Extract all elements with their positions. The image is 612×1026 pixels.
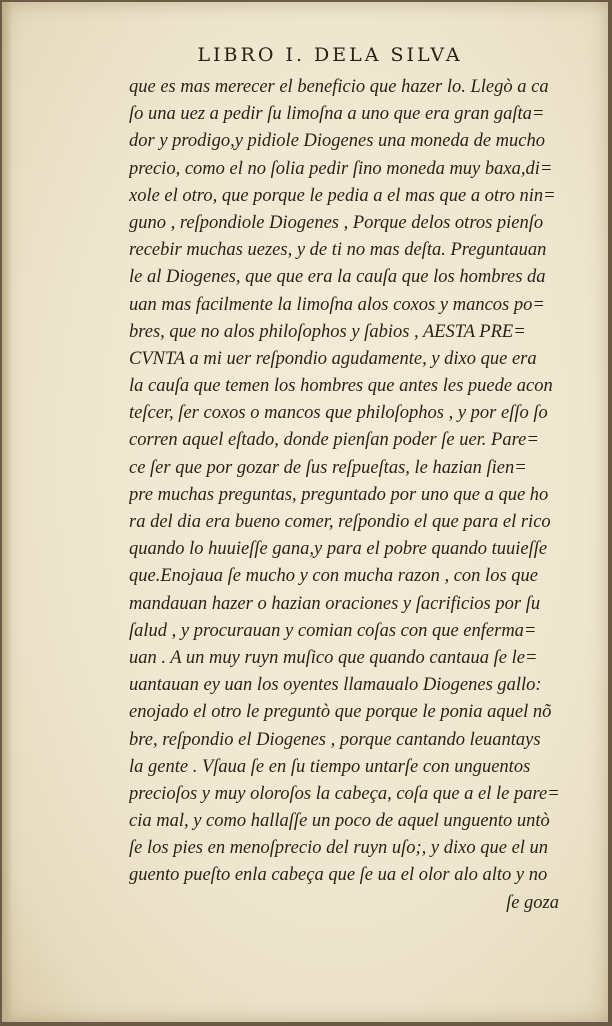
- text-line: que.Enojaua ſe mucho y con mucha razon , con los que: [129, 566, 538, 587]
- text-line: ce ſer que por gozar de ſus reſpueſtas, le hazian ſien=: [129, 457, 527, 478]
- text-line: teſcer, ſer coxos o mancos que philoſophos , y por eſſo ſo: [129, 403, 548, 424]
- text-line: xole el otro, que porque le pedia a el mas que a otro nin=: [129, 185, 556, 206]
- text-line: bre, reſpondio el Diogenes , porque cantando leuantays: [129, 729, 541, 750]
- text-line: ſe los pies en menoſprecio del ruyn uſo;, y dixo que el un: [129, 838, 549, 859]
- text-line: dor y prodigo,y pidiole Diogenes una moneda de mucho: [129, 131, 546, 152]
- text-line: precio, como el no ſolia pedir ſino moneda muy baxa,di=: [129, 158, 553, 179]
- text-line: enojado el otro le preguntò que porque le ponia aquel nõ: [129, 702, 552, 723]
- catchword: ſe goza: [506, 892, 559, 913]
- text-line: ra del dia era bueno comer, reſpondio el que para el rico: [129, 512, 551, 532]
- text-line: CVNTA a mi uer reſpondio agudamente, y dixo que era: [129, 348, 537, 369]
- text-block: [129, 74, 599, 917]
- text-line: uan . A un muy ruyn muſico que quando cantaua ſe le=: [129, 647, 538, 668]
- text-line: guento pueſto enla cabeça que ſe ua el olor alo alto y no: [129, 865, 548, 886]
- text-line: le al Diogenes, que que era la cauſa que los hombres da: [129, 267, 546, 288]
- running-head: LIBRO I. DELA SILVA: [197, 44, 463, 66]
- text-line: uan mas facilmente la limoſna alos coxos y mancos po=: [129, 294, 545, 315]
- text-line: quando lo huuieſſe gana,y para el pobre quando tuuieſſe: [129, 539, 548, 560]
- text-line: guno , reſpondiole Diogenes , Porque delos otros pienſo: [129, 212, 544, 233]
- text-line: precioſos y muy oloroſos la cabeça, coſa que a el le pare=: [129, 783, 560, 804]
- text-line: corren aquel eſtado, donde pienſan poder ſe uer. Pare=: [129, 430, 539, 451]
- text-line: bres, que no alos philoſophos y ſabios , AESTA PRE=: [129, 321, 526, 342]
- text-line: uantauan ey uan los oyentes llamaualo Diogenes gallo:: [129, 675, 542, 696]
- book-page: [2, 2, 608, 1022]
- text-line: cia mal, y como hallaſſe un poco de aquel unguento untò: [129, 811, 550, 832]
- text-line: que es mas merecer el beneficio que hazer lo. Llegò a ca: [129, 77, 549, 97]
- text-line: recebir muchas uezes, y de ti no mas deſta. Preguntauan: [129, 240, 547, 261]
- text-line: la gente . Vſaua ſe en ſu tiempo untarſe con unguentos: [129, 756, 531, 777]
- text-line: ſalud , y procurauan y comian coſas con que enferma=: [129, 620, 537, 641]
- text-line: la cauſa que temen los hombres que antes les puede acon: [129, 376, 553, 397]
- text-line: mandauan hazer o hazian oraciones y ſacrificios por ſu: [129, 593, 541, 614]
- text-line: ſo una uez a pedir ſu limoſna a uno que era gran gaſta=: [129, 104, 545, 125]
- text-line: pre muchas preguntas, preguntado por uno que a que ho: [129, 484, 549, 505]
